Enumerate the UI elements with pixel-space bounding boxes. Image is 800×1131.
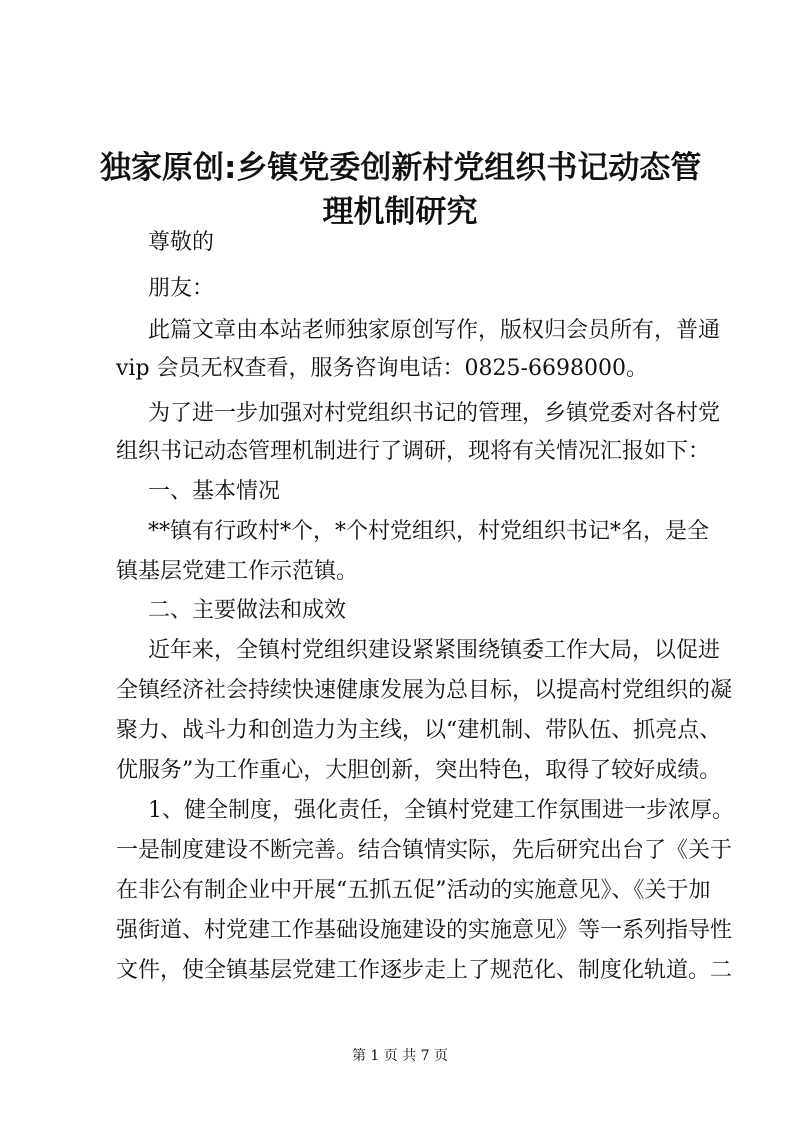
body-line: 文件，使全镇基层党建工作逐步走上了规范化、制度化轨道。二	[116, 958, 733, 983]
body-line: vip 会员无权查看，服务咨询电话：0825-6698000。	[116, 356, 648, 381]
body-line: 组织书记动态管理机制进行了调研，现将有关情况汇报如下：	[116, 439, 711, 464]
section-heading: 二、主要做法和成效	[148, 598, 347, 623]
body-line: 聚力、战斗力和创造力为主线，以“建机制、带队伍、抓亮点、	[116, 718, 722, 743]
body-line: 为了进一步加强对村党组织书记的管理，乡镇党委对各村党	[148, 401, 721, 426]
document-title-line-2: 理机制研究	[322, 194, 478, 230]
salutation-line: 尊敬的	[148, 230, 215, 255]
body-line: 一是制度建设不断完善。结合镇情实际，先后研究出台了《关于	[116, 838, 733, 863]
body-line: 强街道、村党建工作基础设施建设的实施意见》等一系列指导性	[116, 918, 733, 943]
body-line: 此篇文章由本站老师独家原创写作，版权归会员所有，普通	[148, 318, 721, 343]
body-line: 近年来，全镇村党组织建设紧紧围绕镇委工作大局，以促进	[148, 638, 721, 663]
section-heading: 一、基本情况	[148, 479, 281, 504]
body-line: 1、健全制度，强化责任，全镇村党建工作氛围进一步浓厚。	[148, 798, 734, 823]
body-line: 全镇经济社会持续快速健康发展为总目标，以提高村党组织的凝	[116, 678, 733, 703]
body-line: 镇基层党建工作示范镇。	[116, 559, 359, 584]
body-line: **镇有行政村*个，*个村党组织，村党组织书记*名，是全	[148, 519, 710, 544]
document-title-line-1: 独家原创:乡镇党委创新村党组织书记动态管	[100, 150, 702, 186]
salutation-line: 朋友：	[148, 276, 215, 301]
body-line: 优服务”为工作重心，大胆创新，突出特色，取得了较好成绩。	[116, 758, 722, 783]
body-line: 在非公有制企业中开展“五抓五促”活动的实施意见》、《关于加	[116, 878, 711, 903]
page-footer: 第 1 页 共 7 页	[351, 1048, 449, 1064]
